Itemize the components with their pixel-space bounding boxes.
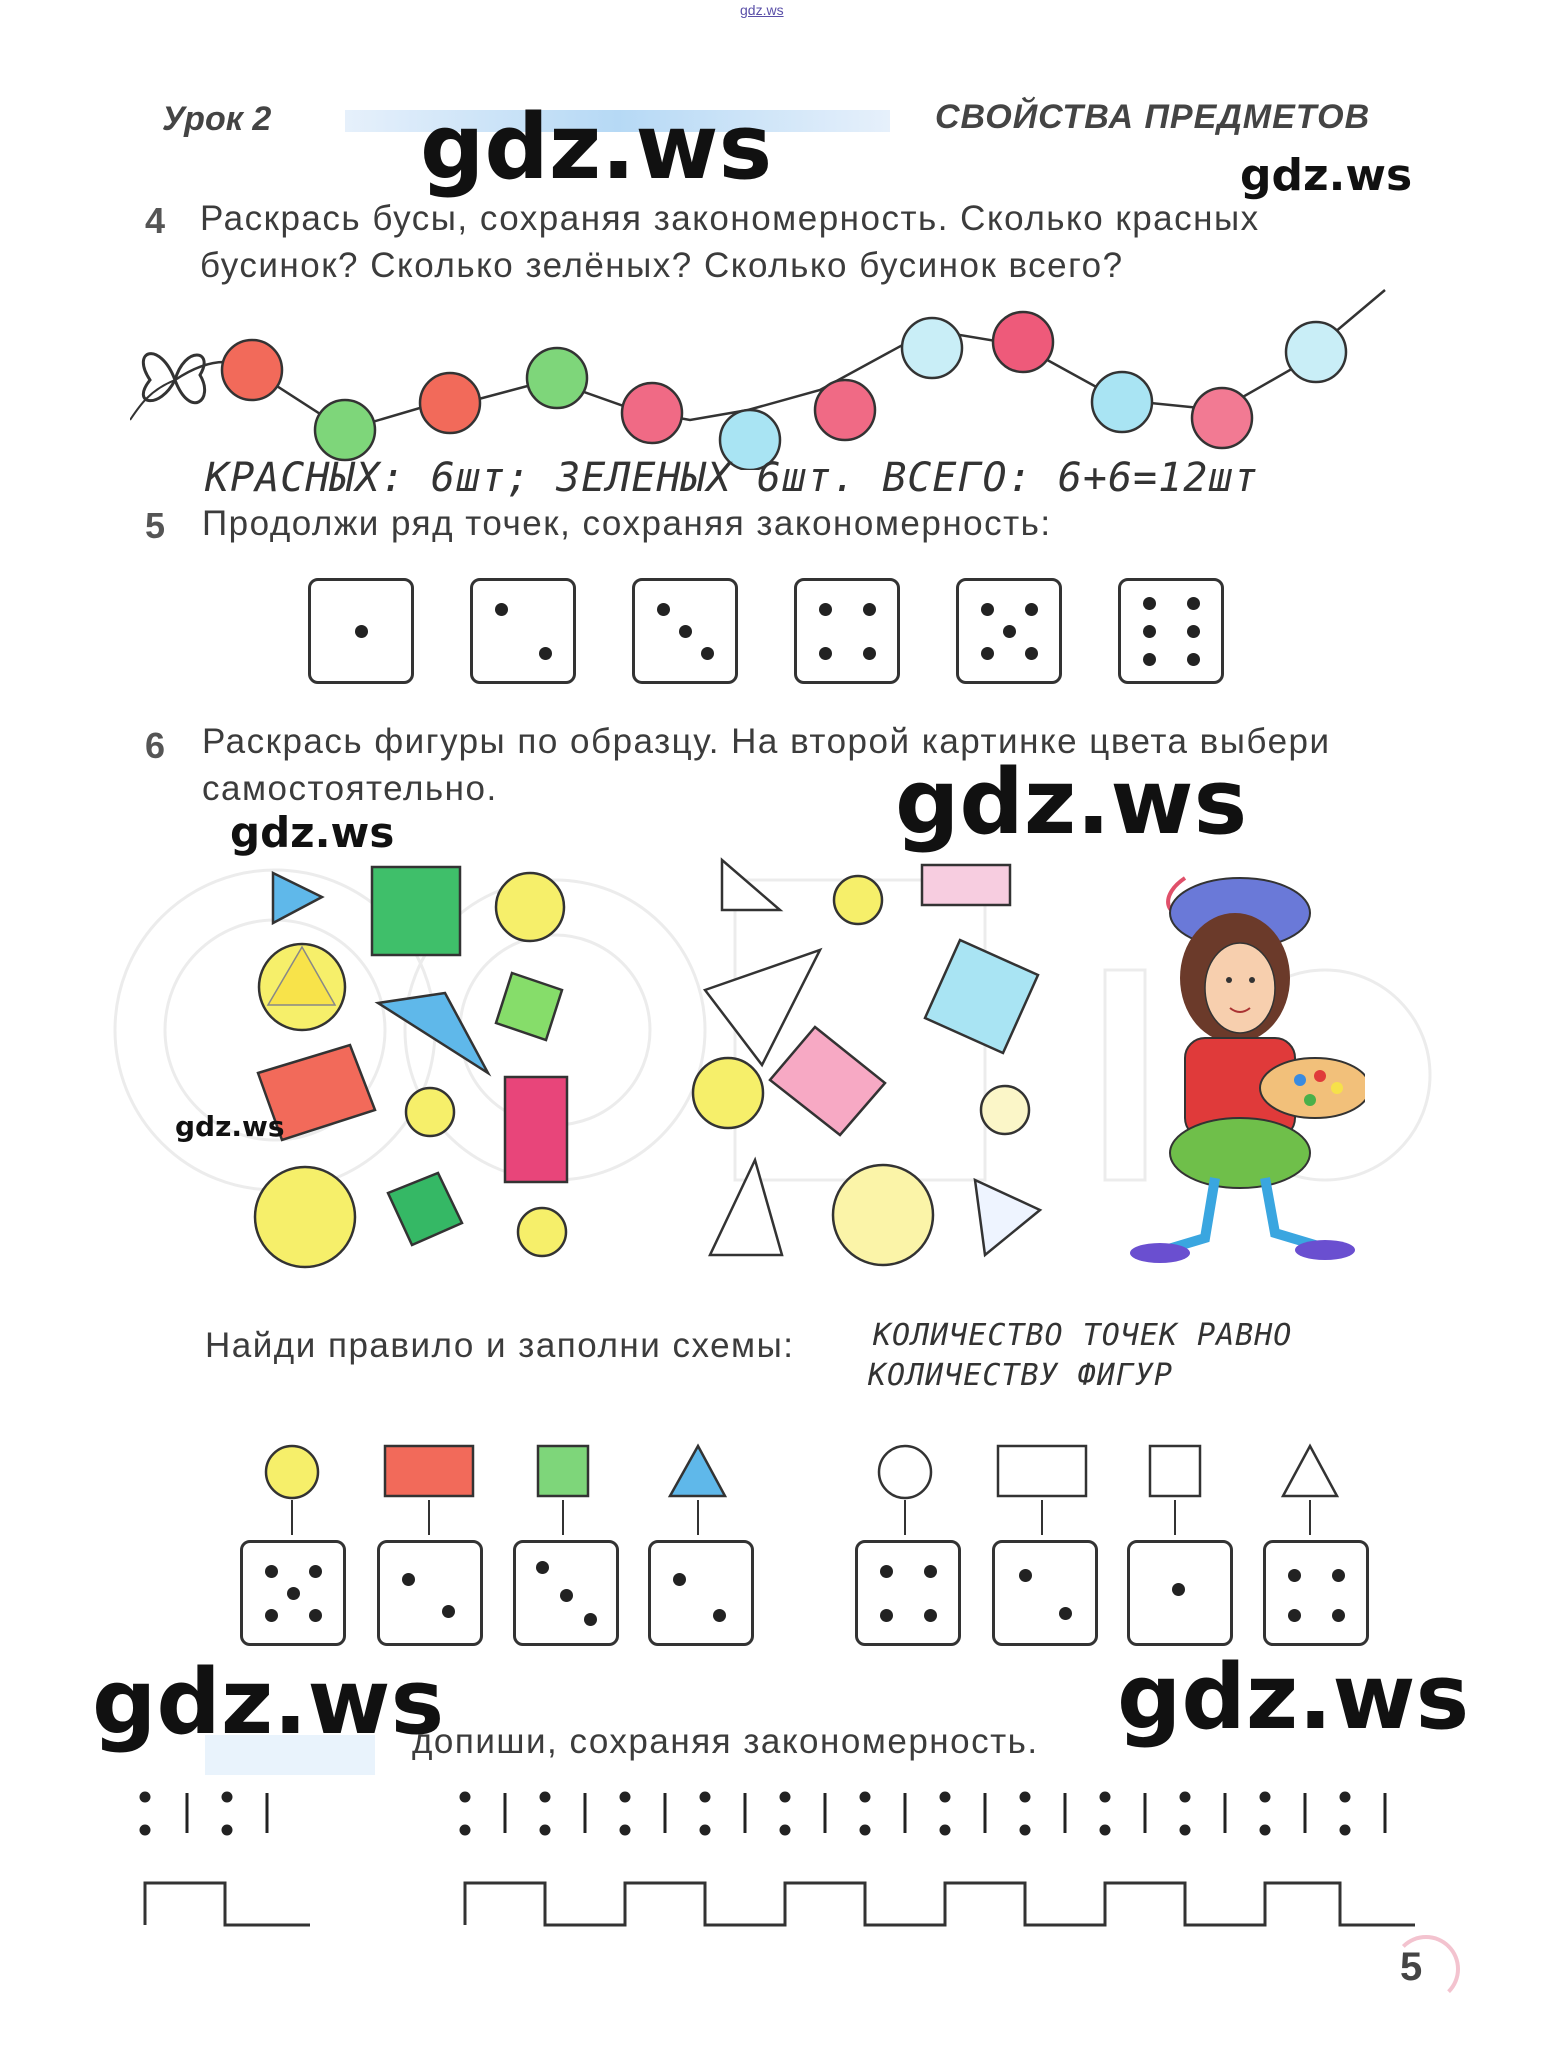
task-6-line2: самостоятельно. (202, 769, 498, 808)
bead-4 (527, 348, 587, 408)
pattern-rows (130, 1785, 1430, 1935)
watermark-7: gdz.ws (1117, 1645, 1470, 1750)
bead-8 (902, 318, 962, 378)
pattern-dot (861, 1793, 869, 1801)
task-7-answer-line1: КОЛИЧЕСТВО ТОЧЕК РАВНО (873, 1318, 1293, 1353)
yellow-circle-4 (255, 1167, 355, 1267)
task-7-text: Найди правило и заполни схемы: (205, 1326, 795, 1365)
triangle-c (710, 1160, 782, 1255)
task-5-text: Продолжи ряд точек, сохраняя закономерность: (202, 504, 1052, 543)
task5-die-5 (956, 578, 1062, 684)
pattern-dot (781, 1826, 789, 1834)
yellow-circle-1 (496, 873, 564, 941)
pattern-dot (701, 1826, 709, 1834)
bead-1 (222, 340, 282, 400)
scheme-die-left-3 (513, 1540, 619, 1646)
scheme-green-square (538, 1446, 588, 1496)
bead-12 (1286, 322, 1346, 382)
scheme-empty-triangle (1283, 1446, 1337, 1496)
task5-die-1 (308, 578, 414, 684)
watermark-5: gdz.ws (175, 1110, 285, 1143)
pattern-dot (461, 1793, 469, 1801)
watermark-3: gdz.ws (895, 750, 1248, 855)
circle-b (693, 1058, 763, 1128)
pattern-dot (861, 1826, 869, 1834)
pattern-dot (1021, 1826, 1029, 1834)
circle-a (834, 876, 882, 924)
pattern-dot (941, 1793, 949, 1801)
scheme-die-right-3 (1127, 1540, 1233, 1646)
bead-9 (993, 312, 1053, 372)
task-4-answer: КРАСНЫХ: 6шт; ЗЕЛЕНЫХ 6шт. ВСЕГО: 6+6=12шт (205, 455, 1259, 501)
scheme-die-right-2 (992, 1540, 1098, 1646)
pattern-dot (1021, 1793, 1029, 1801)
blue-triangle-1 (273, 873, 322, 923)
pattern-dot (1101, 1793, 1109, 1801)
yellow-circle-3 (406, 1088, 454, 1136)
yellow-circle-5 (518, 1208, 566, 1256)
beads-string (130, 270, 1420, 470)
task5-die-4 (794, 578, 900, 684)
pattern-dot (1181, 1826, 1189, 1834)
scheme-die-left-4 (648, 1540, 754, 1646)
square-b (925, 940, 1038, 1053)
rect-a (922, 865, 1010, 905)
scheme-empty-square (1150, 1446, 1200, 1496)
pattern-dot (1261, 1826, 1269, 1834)
watermark-2: gdz.ws (1240, 150, 1413, 201)
pink-rectangle (505, 1077, 567, 1182)
task-6-number: 6 (145, 725, 166, 766)
scheme-blue-triangle (670, 1446, 725, 1496)
bead-5 (622, 383, 682, 443)
scheme-yellow-circle (266, 1446, 318, 1498)
green-square-1 (372, 867, 460, 955)
task-6-line1: Раскрась фигуры по образцу. На второй картинке цвета выбери (202, 722, 1331, 761)
pattern-dot (941, 1826, 949, 1834)
task-8-text: допиши, сохраняя закономерность. (412, 1722, 1039, 1761)
task5-die-2 (470, 578, 576, 684)
pattern-dot (541, 1826, 549, 1834)
pattern-dot (1261, 1793, 1269, 1801)
task-4-number: 4 (145, 200, 166, 241)
pattern-dot (1101, 1826, 1109, 1834)
scheme-die-right-4 (1263, 1540, 1369, 1646)
blue-triangle-2 (378, 993, 488, 1073)
top-watermark: gdz.ws (740, 2, 784, 18)
scheme-die-left-2 (377, 1540, 483, 1646)
white-triangle (722, 860, 780, 910)
task5-die-6 (1118, 578, 1224, 684)
pattern-dot (781, 1793, 789, 1801)
green-square-2 (496, 973, 562, 1040)
pattern-dot (1181, 1793, 1189, 1801)
bead-11 (1192, 388, 1252, 448)
scheme-red-rectangle (385, 1446, 473, 1496)
watermark-4: gdz.ws (230, 808, 395, 857)
triangle-d (975, 1180, 1040, 1255)
scheme-shapes (240, 1440, 1380, 1555)
page-number: 5 (1400, 1945, 1423, 1989)
task5-die-3 (632, 578, 738, 684)
circle-c (981, 1086, 1029, 1134)
task-4-line1: Раскрась бусы, сохраняя закономерность. Сколько красных (200, 199, 1260, 238)
scheme-die-left-1 (240, 1540, 346, 1646)
pattern-dot (1341, 1826, 1349, 1834)
free-colour-figures (670, 855, 1070, 1285)
bead-7 (815, 380, 875, 440)
watermark-6: gdz.ws (92, 1650, 445, 1755)
bead-3 (420, 373, 480, 433)
scheme-empty-circle (879, 1446, 931, 1498)
scheme-empty-rectangle (998, 1446, 1086, 1496)
circle-d (833, 1165, 933, 1265)
task-5-number: 5 (145, 505, 166, 546)
pattern-dot (1341, 1793, 1349, 1801)
pattern-dot (541, 1793, 549, 1801)
bead-10 (1092, 372, 1152, 432)
pattern-dot (701, 1793, 709, 1801)
task-7-answer-line2: КОЛИЧЕСТВУ ФИГУР (868, 1358, 1173, 1393)
lesson-label: Урок 2 (162, 100, 272, 138)
painter-illustration (1125, 868, 1365, 1268)
topic-title: СВОЙСТВА ПРЕДМЕТОВ (935, 98, 1371, 136)
watermark-1: gdz.ws (420, 95, 773, 200)
bead-2 (315, 400, 375, 460)
scheme-die-right-1 (855, 1540, 961, 1646)
task-4-line2: бусинок? Сколько зелёных? Сколько бусинок всего? (200, 246, 1124, 285)
green-square-3 (388, 1173, 462, 1245)
pattern-dot (461, 1826, 469, 1834)
sample-figures (240, 855, 620, 1285)
pattern-dot (621, 1826, 629, 1834)
rhombus-b (770, 1027, 885, 1135)
pattern-dot (621, 1793, 629, 1801)
